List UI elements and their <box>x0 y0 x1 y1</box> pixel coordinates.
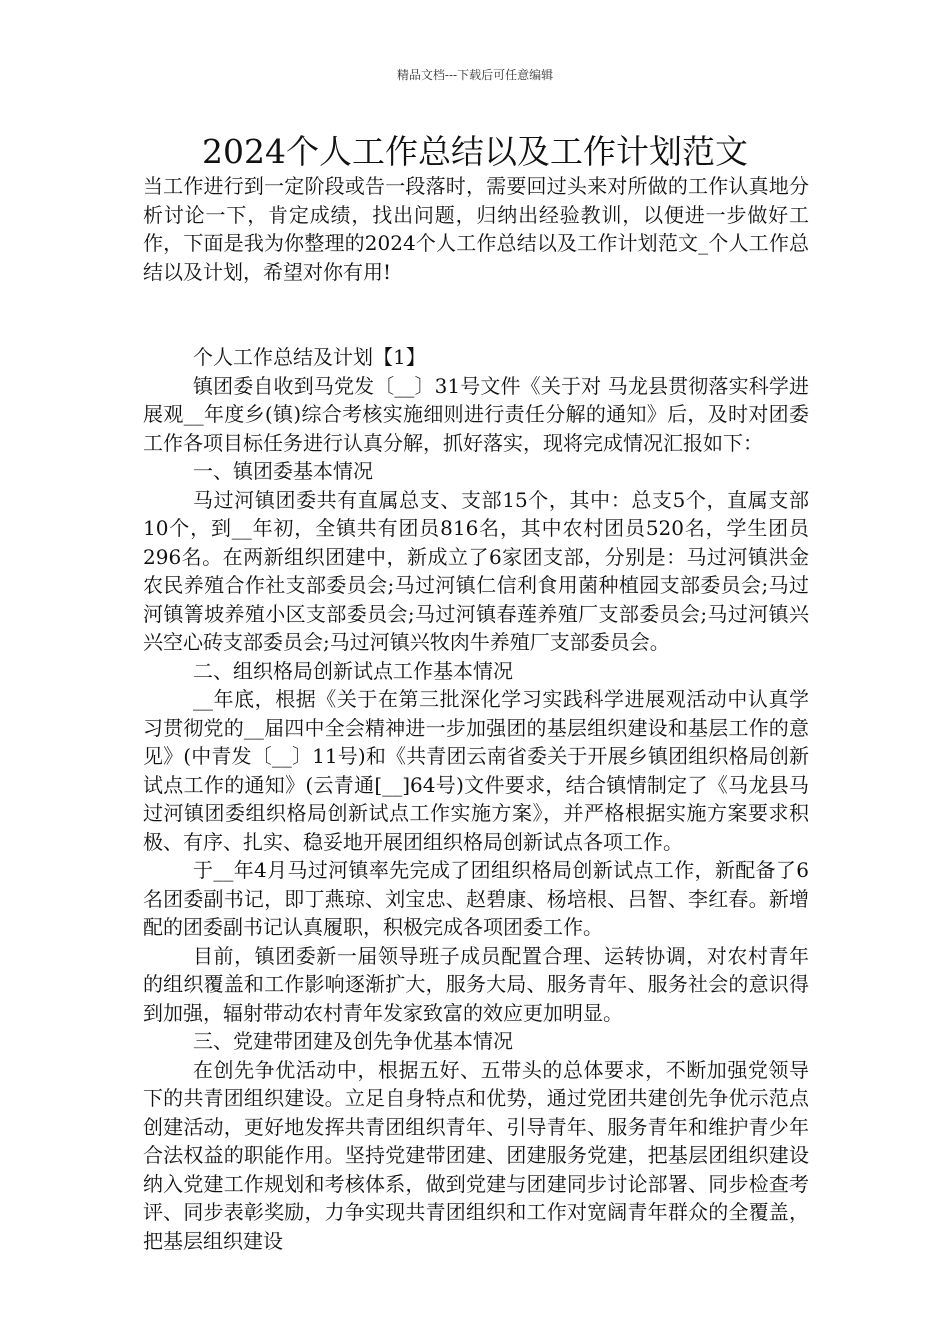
heading-1: 一、镇团委基本情况 <box>193 459 373 483</box>
paragraph-3: __年底，根据《关于在第三批深化学习实践科学进展观活动中认真学习贯彻党的__届四中全会精神进一步加强团的基层组织建设和基层工作的意见》(中青发〔__〕11号)和《共青团云南省委关于开展乡镇团组织格局创新试点工作的通知》(云青通[__]64号)文件要求，结合镇情制定了《马龙县马过河镇团委组织格局创新试点工作实施方案》，并严格根据实施方案要求积极、有序、扎实、稳妥地开展团组织格局创新试点各项工作。 <box>143 687 809 854</box>
paragraph-4: 于__年4月马过河镇率先完成了团组织格局创新试点工作，新配备了6名团委副书记，即丁燕琼、刘宝忠、赵碧康、杨培根、吕智、李红春。新增配的团委副书记认真履职，积极完成各项团委工作。 <box>143 858 809 939</box>
intro-paragraph: 当工作进行到一定阶段或告一段落时，需要回过头来对所做的工作认真地分析讨论一下，肯定成绩，找出问题，归纳出经验教训，以便进一步做好工作，下面是我为你整理的2024个人工作总结以及工作计划范文_个人工作总结以及计划，希望对你有用! <box>143 174 809 284</box>
paragraph-2: 马过河镇团委共有直属总支、支部15个，其中：总支5个，直属支部10个，到__年初，全镇共有团员816名，其中农村团员520名，学生团员296名。在两新组织团建中，新成立了6家团支部，分别是：马过河镇洪金农民养殖合作社支部委员会;马过河镇仁信利食用菌种植园支部委员会;马过河镇箐坡养殖小区支部委员会;马过河镇春莲养殖厂支部委员会;马过河镇兴兴空心砖支部委员会;马过河镇兴牧肉牛养殖厂支部委员会。 <box>143 487 809 654</box>
paragraph-6: 在创先争优活动中，根据五好、五带头的总体要求，不断加强党领导下的共青团组织建设。立足自身特点和优势，通过党团共建创先争优示范点创建活动，更好地发挥共青团组织青年、引导青年、服务青年和维护青少年合法权益的职能作用。坚持党建带团建、团建服务党建，把基层团组织建设纳入党建工作规划和考核体系，做到党建与团建同步讨论部署、同步检查考评、同步表彰奖励，力争实现共青团组织和工作对宽阔青年群众的全覆盖，把基层组织建设 <box>143 1057 809 1253</box>
paragraph-5: 目前，镇团委新一届领导班子成员配置合理、运转协调，对农村青年的组织覆盖和工作影响逐渐扩大，服务大局、服务青年、服务社会的意识得到加强，辐射带动农村青年发家致富的效应更加明显。 <box>143 943 809 1025</box>
heading-2: 二、组织格局创新试点工作基本情况 <box>193 658 513 683</box>
paragraph-gap <box>143 286 809 343</box>
paragraph-1: 镇团委自收到马党发〔__〕31号文件《关于对 马龙县贯彻落实科学进展观__年度乡(镇)综合考核实施细则进行责任分解的通知》后，及时对团委工作各项目标任务进行认真分解，抓好落实，现将完成情况汇报如下： <box>143 373 809 455</box>
document-body <box>143 172 809 1255</box>
page-header: 精品文档---下载后可任意编辑 <box>396 68 554 82</box>
heading-3: 三、党建带团建及创先争优基本情况 <box>193 1029 513 1053</box>
document-title: 2024个人工作总结以及工作计划范文 <box>202 132 748 171</box>
section-title: 个人工作总结及计划【1】 <box>193 345 426 369</box>
